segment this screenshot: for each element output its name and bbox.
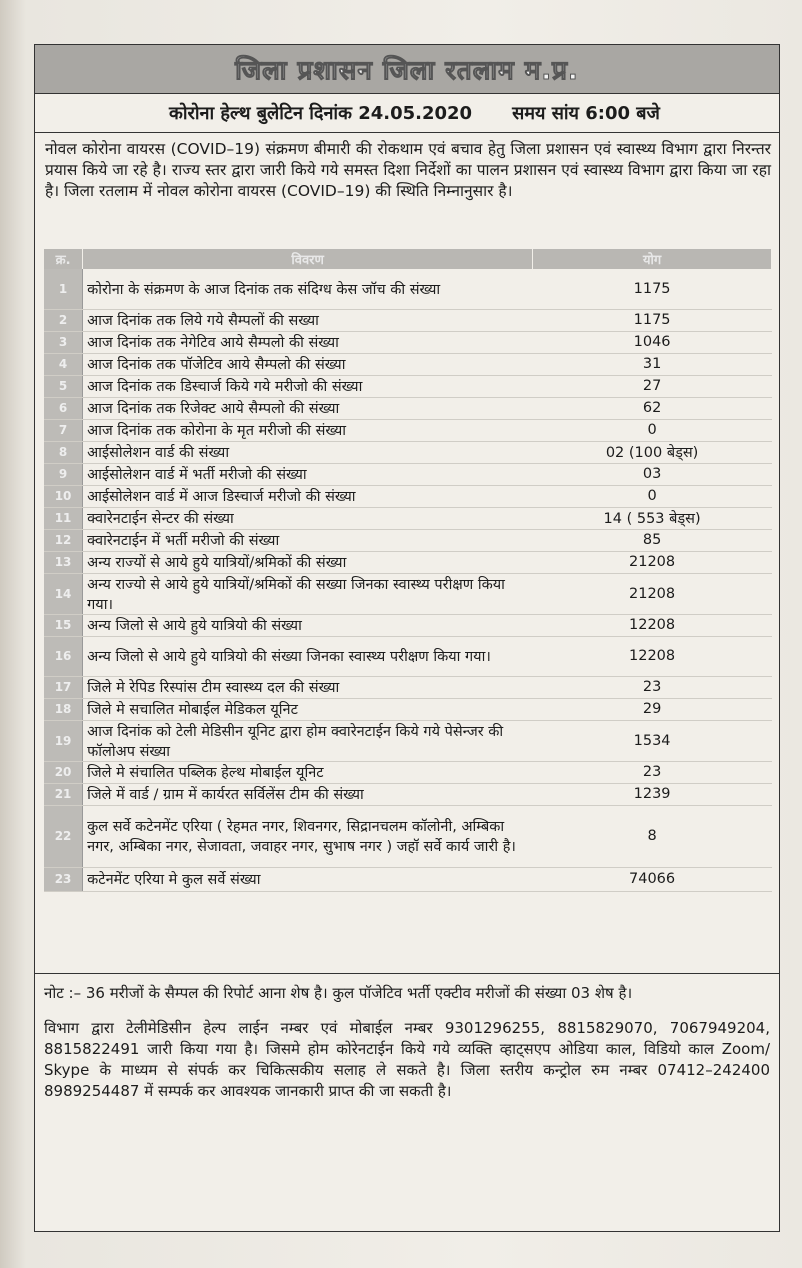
table-row bbox=[44, 463, 772, 485]
divider bbox=[35, 973, 779, 974]
row-value: 1239 bbox=[533, 783, 772, 805]
row-value: 1175 bbox=[533, 309, 772, 331]
row-description: जिले में वार्ड / ग्राम में कार्यरत सर्विलेंस टीम की संख्या bbox=[83, 783, 533, 805]
row-value: 0 bbox=[533, 419, 772, 441]
row-description: अन्य राज्यो से आये हुये यात्रियों/श्रमिकों की सख्या जिनका स्वास्थ्य परीक्षण किया गया। bbox=[83, 573, 533, 614]
row-description: आईसोलेशन वार्ड की संख्या bbox=[83, 441, 533, 463]
row-description: क्वारेनटाईन में भर्ती मरीजो की संख्या bbox=[83, 529, 533, 551]
row-value: 12208 bbox=[533, 614, 772, 636]
row-value: 23 bbox=[533, 761, 772, 783]
row-serial: 12 bbox=[44, 529, 83, 551]
row-serial: 1 bbox=[44, 269, 83, 309]
row-description: आज दिनांक तक कोरोना के मृत मरीजो की संख्या bbox=[83, 419, 533, 441]
row-serial: 18 bbox=[44, 698, 83, 720]
helpline-text: विभाग द्वारा टेलीमेडिसीन हेल्प लाईन नम्बर एवं मोबाईल नम्बर 9301296255, 8815829070, 7067949204, 8815822491 जारी किया गया है। जिसमे होम कोरेनटाईन किये गये व्यक्ति व्हाट्सएप ओडिया काल, विडियो काल Zoom/ Skype के माध्यम से संपर्क कर चिकित्सकीय सलाह ले सकते है। जिला स्तरीय कन्ट्रोल रुम नम्बर 07412–242400 8989254487 में सम्पर्क कर आवश्यक जानकारी प्राप्त की जा सकती है। bbox=[44, 1019, 770, 1100]
row-description: जिले मे रेपिड रिस्पांस टीम स्वास्थ्य दल की संख्या bbox=[83, 676, 533, 698]
table-row bbox=[44, 441, 772, 463]
table-row bbox=[44, 507, 772, 529]
row-description: अन्य जिलो से आये हुये यात्रियो की संख्या जिनका स्वास्थ्य परीक्षण किया गया। bbox=[83, 636, 533, 676]
table-row bbox=[44, 783, 772, 805]
row-serial: 8 bbox=[44, 441, 83, 463]
row-value: 02 (100 बेड्स) bbox=[533, 441, 772, 463]
row-value: 12208 bbox=[533, 636, 772, 676]
row-serial: 10 bbox=[44, 485, 83, 507]
row-serial: 23 bbox=[44, 867, 83, 891]
row-description: आईसोलेशन वार्ड में भर्ती मरीजो की संख्या bbox=[83, 463, 533, 485]
row-value: 1175 bbox=[533, 269, 772, 309]
row-description: अन्य राज्यों से आये हुये यात्रियों/श्रमिकों की संख्या bbox=[83, 551, 533, 573]
header-value: योग bbox=[533, 249, 772, 269]
row-serial: 17 bbox=[44, 676, 83, 698]
table-row bbox=[44, 269, 772, 309]
table-row bbox=[44, 720, 772, 761]
table-row bbox=[44, 761, 772, 783]
office-title: जिला प्रशासन जिला रतलाम म.प्र. bbox=[235, 56, 579, 86]
row-serial: 6 bbox=[44, 397, 83, 419]
row-description: कुल सर्वे कटेनमेंट एरिया ( रेहमत नगर, शिवनगर, सिद्रानचलम कॉलोनी, अम्बिका नगर, अम्बिका नगर, सेजावता, जवाहर नगर, सुभाष नगर ) जहॉ सर्वे कार्य जारी है। bbox=[83, 805, 533, 867]
row-description: आज दिनांक तक रिजेक्ट आये सैम्पलो की संख्या bbox=[83, 397, 533, 419]
row-serial: 7 bbox=[44, 419, 83, 441]
table-row bbox=[44, 353, 772, 375]
table-row bbox=[44, 551, 772, 573]
table-row bbox=[44, 331, 772, 353]
bulletin-sheet bbox=[34, 44, 780, 1232]
row-serial: 11 bbox=[44, 507, 83, 529]
table-row bbox=[44, 529, 772, 551]
row-value: 85 bbox=[533, 529, 772, 551]
row-value: 27 bbox=[533, 375, 772, 397]
row-value: 74066 bbox=[533, 867, 772, 891]
row-value: 0 bbox=[533, 485, 772, 507]
table-row bbox=[44, 419, 772, 441]
row-value: 29 bbox=[533, 698, 772, 720]
row-description: आज दिनांक तक लिये गये सैम्पलों की सख्या bbox=[83, 309, 533, 331]
status-table bbox=[44, 249, 772, 892]
row-value: 23 bbox=[533, 676, 772, 698]
row-value: 21208 bbox=[533, 551, 772, 573]
table-row bbox=[44, 614, 772, 636]
row-value: 21208 bbox=[533, 573, 772, 614]
table-header-row bbox=[44, 249, 772, 269]
office-header bbox=[35, 45, 779, 94]
row-serial: 14 bbox=[44, 573, 83, 614]
bulletin-title-row bbox=[35, 94, 779, 133]
row-description: कटेनमेंट एरिया मे कुल सर्वे संख्या bbox=[83, 867, 533, 891]
row-serial: 20 bbox=[44, 761, 83, 783]
bulletin-title: कोरोना हेल्थ बुलेटिन दिनांक 24.05.2020 bbox=[169, 103, 473, 124]
row-serial: 9 bbox=[44, 463, 83, 485]
row-description: अन्य जिलो से आये हुये यात्रियो की संख्या bbox=[83, 614, 533, 636]
row-serial: 19 bbox=[44, 720, 83, 761]
row-serial: 5 bbox=[44, 375, 83, 397]
header-sn: क्र. bbox=[44, 249, 83, 269]
intro-paragraph: नोवल कोरोना वायरस (COVID–19) संक्रमण बीमारी की रोकथाम एवं बचाव हेतु जिला प्रशासन एवं स्वास्थ्य विभाग द्वारा निरन्तर प्रयास किये जा रहे है। राज्य स्तर द्वारा जारी किये गये समस्त दिशा निर्देशों का पालन प्रशासन एवं स्वास्थ्य विभाग द्वारा किया जा रहा है। जिला रतलाम में नोवल कोरोना वायरस (COVID–19) की स्थिति निम्नानुसार है। bbox=[45, 140, 771, 200]
notes-section bbox=[44, 983, 770, 1116]
row-serial: 15 bbox=[44, 614, 83, 636]
row-description: आज दिनांक तक डिस्चार्ज किये गये मरीजो की संख्या bbox=[83, 375, 533, 397]
table-row bbox=[44, 636, 772, 676]
row-description: जिले मे सचालित मोबाईल मेडिकल यूनिट bbox=[83, 698, 533, 720]
table-row bbox=[44, 309, 772, 331]
row-value: 31 bbox=[533, 353, 772, 375]
row-description: जिले मे संचालित पब्लिक हेल्थ मोबाईल यूनिट bbox=[83, 761, 533, 783]
row-value: 1046 bbox=[533, 331, 772, 353]
row-serial: 3 bbox=[44, 331, 83, 353]
table-body bbox=[44, 269, 772, 891]
table-row bbox=[44, 375, 772, 397]
row-description: आज दिनांक तक पॉजेटिव आये सैम्पलो की संख्या bbox=[83, 353, 533, 375]
row-value: 62 bbox=[533, 397, 772, 419]
row-serial: 16 bbox=[44, 636, 83, 676]
row-value: 1534 bbox=[533, 720, 772, 761]
row-description: आज दिनांक तक नेगेटिव आये सैम्पलो की संख्या bbox=[83, 331, 533, 353]
row-serial: 13 bbox=[44, 551, 83, 573]
row-serial: 4 bbox=[44, 353, 83, 375]
row-description: कोरोना के संक्रमण के आज दिनांक तक संदिग्ध केस जॉच की संख्या bbox=[83, 269, 533, 309]
table-row bbox=[44, 676, 772, 698]
row-serial: 22 bbox=[44, 805, 83, 867]
table-row bbox=[44, 698, 772, 720]
row-value: 8 bbox=[533, 805, 772, 867]
table-row bbox=[44, 805, 772, 867]
table-row bbox=[44, 397, 772, 419]
row-serial: 21 bbox=[44, 783, 83, 805]
note-text: नोट :– 36 मरीजों के सैम्पल की रिपोर्ट आना शेष है। कुल पॉजेटिव भर्ती एक्टीव मरीजों की संख्या 03 शेष है। bbox=[44, 984, 633, 1002]
table-row bbox=[44, 573, 772, 614]
table-row bbox=[44, 867, 772, 891]
row-value: 14 ( 553 बेड्स) bbox=[533, 507, 772, 529]
row-description: आईसोलेशन वार्ड में आज डिस्चार्ज मरीजो की संख्या bbox=[83, 485, 533, 507]
table-row bbox=[44, 485, 772, 507]
header-desc: विवरण bbox=[83, 249, 533, 269]
row-value: 03 bbox=[533, 463, 772, 485]
bulletin-time: समय सांय 6:00 बजे bbox=[512, 103, 660, 124]
row-serial: 2 bbox=[44, 309, 83, 331]
row-description: आज दिनांक को टेली मेडिसीन यूनिट द्वारा होम क्वारेनटाईन किये गये पेसेन्जर की फॉलोअप संख्या bbox=[83, 720, 533, 761]
row-description: क्वारेनटाईन सेन्टर की संख्या bbox=[83, 507, 533, 529]
